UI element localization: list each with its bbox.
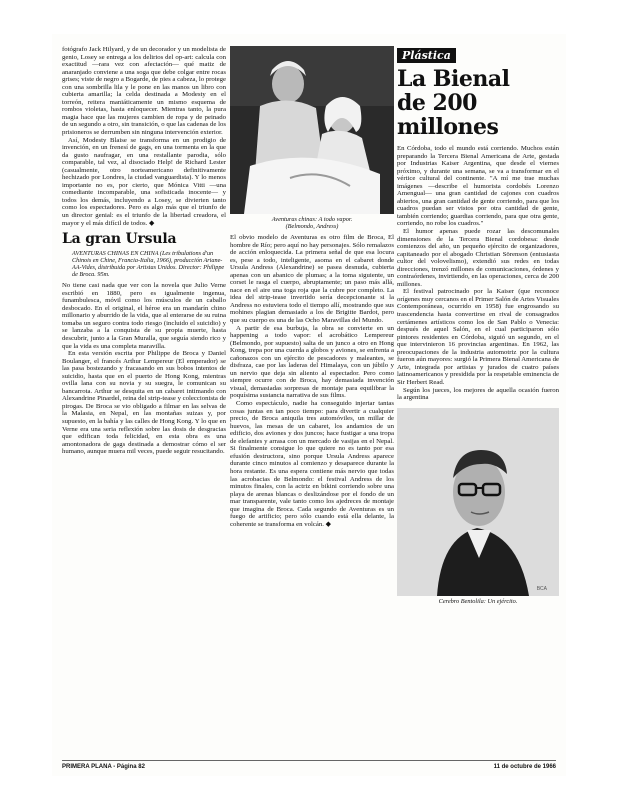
column-right	[397, 46, 559, 609]
article-paragraph: El humor apenas puede rozar las descomunales dimensiones de la Tercera Bienal cordobesa: desde comienzos del año, un pequeño ejército de organizadores, capitaneado por el abogado Christian Sörenson (entusiasta cultor del volovelismo), extendió sus redes en todas direcciones, trenzó millones de comunicaciones, órdenes y contraórdenes, invirtiendo, en las operaciones, cerca de 200 millones.	[397, 228, 559, 288]
photo-caption: Cerebro Bentolila: Un ejército.	[438, 597, 518, 605]
photo-caption	[230, 216, 394, 230]
magazine-page	[52, 34, 566, 776]
article-paragraph: fotógrafo Jack Hilyard, y de un decorador y un modelista de genio, Losey se entrega a los delirios del op-art: calcula con exactitud —rara vez con afectación— qué matiz de anaranjado conviene a una soga que debe colgar entre rocas grises; viste de negro a Bogarde, de pies a cabeza, lo protege con una sombrilla lila y le pone en las manos un libro con cubierta amarilla; la celda destinada a Modesty en el torreón, reitera maniáticamente un mismo esquema de rombos violetas, hasta enloquecer. Mientras tanto, la pura magia hace que las mujeres cambien de ropa y de peinado de un segundo a otro, sin transición, o que las cadenas de los prisioneros se derrumben sin ninguna intervención exterior.	[62, 46, 226, 137]
article-paragraph: Como espectáculo, nadie ha conseguido injertar tantas cosas juntas en tan poco tiempo: para divertir a cualquier precio, de Broca aniquila tres automóviles, un millar de huevos, las mesas de un cabaret, los andamios de un edificio, dos aviones y dos juncos; hace fustigar a una tropa de elefantes y arrasa con un mercado de vasijas en el Nepal. Si finalmente consigue lo que quiere no es tanto por esa efusión destructora, sino porque Ursula Andress aparece durante cinco minutos al comienzo y desaparece durante la hora restante. Es una espera contiene más nervio que todas las acrobacias de Belmondo: el festival Andress de los minutos finales, con la actriz en bikini corriendo sobre una playa de arenas blancas o deslizándose por el fondo de un mar transparente, vale tanto como los ajedreces de montaje que imagina de Broca. Cada segundo de Aventuras es un fuego de artificio; pero sólo cuando está ella delante, la coherente se transforma en volcán. ◆	[230, 400, 394, 528]
article-paragraph: El obvio modelo de Aventuras es otro film de Broca, El hombre de Río; pero aquí no hay personajes. Sólo remalazos de acción enloquecida. La primera señal de que esa locura es, pese a todo, inteligente, asoma en el cabaret donde Ursula Andress (Alexandrine) se pasea desnuda, cubierta apenas con un abanico de plumas; a la toma siguiente, un corset le rasga el cuerpo, abruptamente; un paso más allá, nace en el aire una toga roja que la cubre por completo. La idea del strip-tease invertido sería decepcionante si la Andress no estuviera todo el tiempo allí, mostrando que sus mohines plagian demasiado a los de Brigitte Bardot, pero que su cuerpo es una de las Ocho Maravillas del Mundo.	[230, 234, 394, 325]
article-paragraph: No tiene casi nada que ver con la novela que Julio Verne escribió en 1880, pero es igualmente ingenua, funambulesca, móvil como los músculos de un caballo desbocado. En el original, el héroe era un mandarín chino millonario y aburrido de la vida, que al enterarse de su ruina tomaba un seguro contra todo riesgo (incluido el suicidio) y se lanzaba a la conquista de su propia muerte, hasta descubrir, junto a la Gran Muralla, que seguía siendo rico y que la vida es una completa maravilla.	[62, 282, 226, 350]
article-paragraph: En Córdoba, todo el mundo está corriendo. Muchos están preparando la Tercera Bienal Americana de Arte, gestada por Industrias Kaiser Argentina, que desde el viernes próximo, y durante una semana, se va a transformar en el vértice cultural del continente. "A mí me trae muchas imágenes —describe el humorista cordobés Lorenzo Amengual— una gran cantidad de cajones con cuadros abiertos, una gran cantidad de gente corriendo, para que los cuadros puedan ser vistos por otra cantidad de gente, también corriendo; guardias corriendo, para que otra gente, corriendo, no robe los cuadros."	[397, 145, 559, 228]
film-credits: AVENTURAS CHINAS EN CHINA (Les tribulations d'un Chinois en Chine, Francia-Italia, 1966), producción Ariane-AA-Vides, distribuida por Artistas Unidos. Director: Philippe de Broca. 95m.	[72, 250, 225, 279]
article-paragraph: Así, Modesty Blaise se transforma en un prodigio de invención, en un frenesí de gags, en una tormenta en la que da gusto naufragar, en una restallante parodia, sólo comparable, tal vez, al disociado Help! de Richard Lester (casualmente, otro norteamericano definitivamente hechizado por Londres, la ciudad vanguardista). Y lo menos importante no es, por cierto, que Mónica Vitti —una comediante incomparable, una sofisticada inocente— y todos los demás, incluyendo a Losey, se divierten tanto como los espectadores. Pero es algo más que el triunfo de un director genial: es el triunfo de la libertad creadora, el mayor y el más difícil de todos. ◆	[62, 136, 226, 227]
caption-credit: (Belmondo, Andress)	[285, 223, 339, 230]
article-paragraph: Según los jueces, los mejores de aquella ocasión fueron la argentina	[397, 386, 559, 402]
article-paragraph: En esta versión escrita por Philippe de Broca y Daniel Boulanger, el francés Arthur Lempereur (El emperador) se las pasa bostezando y fracasando en sus bobos intentos de suicidio, hasta que en el puerto de Hong Kong, mientras ovilla lana con su novia y su suegra, le comunican su bancarrota. Arthur se desquita en un cabaret intimando con Alexandrine Pinardel, reina del strip-tease y coleccionista de pirogas. De Broca se vio obligado a filmar en las selvas de la Malasia, en Nepal, en las montañas suizas y, por supuesto, en la bahía y las calles de Hong Kong. Y lo que en Verne era una seria reflexión sobre las dosis de desgracias que edifican toda felicidad, en esta obra es una amontonadora de gags destinada a demostrar cómo el ser humano, aunque muera mil veces, puede seguir resucitando.	[62, 350, 226, 456]
footer-rule	[62, 760, 556, 761]
portrait-illustration	[397, 408, 559, 596]
article-paragraph: El festival patrocinado por la Kaiser (que reconoce orígenes muy cercanos en el Primer Salón de Artes Visuales Contemporáneas, ocurrido en 1958) fue engrosando su trascendencia hasta convertirse en rival de consagrados certámenes artísticos como los de San Pablo o Venecia: después de aquel Salón, en el cual participaron sólo pintores residentes en Córdoba, siguió un segundo, en el que intervinieron 16 provincias argentinas. En 1962, las preocupaciones de la industria automotriz por la cultura fueron aún mayores: surgió la Primera Bienal Americana de Arte, integrada por artistas y jurados de cuatro países latinoamericanos y presidida por la respetable eminencia de Sir Herbert Read.	[397, 288, 559, 386]
film-still-illustration	[230, 46, 394, 214]
article-title	[397, 67, 559, 139]
caption-title: Aventuras chinas: A todo vapor.	[271, 216, 353, 223]
footer-left: PRIMERA PLANA - Página 82	[62, 764, 145, 770]
portrait-photo	[397, 408, 559, 596]
section-label: Plástica	[397, 48, 456, 63]
article-heading: La gran Ursula	[62, 231, 177, 248]
column-left	[62, 46, 226, 456]
article-paragraph: A partir de esa burbuja, la obra se convierte en un happening a todo vapor: el acrobático Lempereur (Belmondo, por supuesto) salta de un junco a otro en Hong Kong, trepa por una cuerda a globos y aviones, se enfrenta a cañonazos con un ejército de pescadores y maleantes, se disfraza, cae por las laderas del Himalaya, con un júbilo y un nervio que deja sin aliento al espectador. Pero como siempre ocurre con de Broca, hay demasiada invención visual, demasiadas sorpresas de montaje para equilibrar la poquísima sustancia narrativa de sus films.	[230, 324, 394, 400]
photo-tag: BCA	[536, 585, 547, 592]
page-footer	[62, 764, 556, 770]
film-still-photo	[230, 46, 394, 214]
title-line: La Bienal	[397, 66, 510, 92]
column-middle	[230, 46, 394, 528]
footer-date: 11 de octubre de 1966	[493, 764, 556, 770]
title-line: de 200 millones	[397, 90, 499, 140]
